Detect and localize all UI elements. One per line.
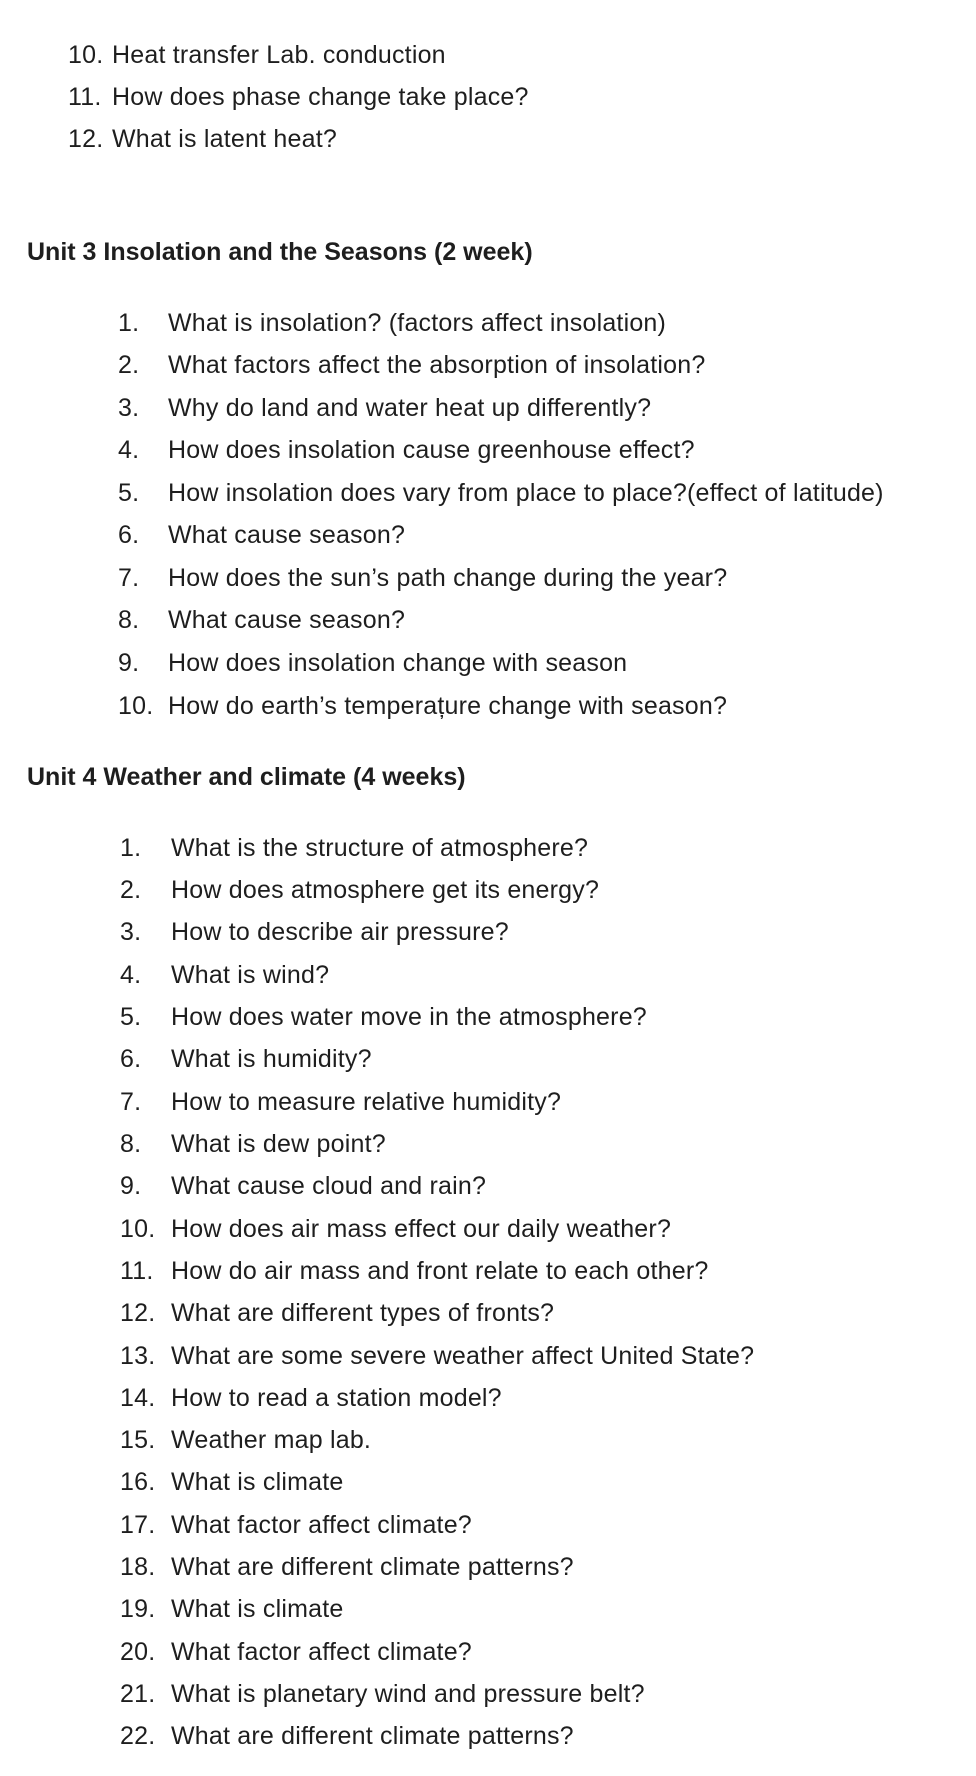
item-number: 2. [118,351,140,379]
item-number: 11. [120,1257,154,1285]
item-number: 8. [118,606,140,634]
list-item [118,605,405,635]
item-number: 7. [120,1088,142,1116]
item-number: 4. [118,436,140,464]
item-text: What factors affect the absorption of insolation? [168,351,706,379]
item-text: How does atmosphere get its energy? [171,876,600,904]
item-text: How does water move in the atmosphere? [171,1003,647,1031]
item-number: 12. [120,1299,156,1327]
list-item [120,1044,372,1074]
item-text: What is planetary wind and pressure belt? [171,1680,645,1708]
list-item [120,917,509,947]
list-item [120,1256,708,1286]
item-number: 7. [118,564,140,592]
item-text: What is climate [171,1468,344,1496]
item-number: 6. [118,521,140,549]
list-item [120,1171,486,1201]
item-number: 2. [120,876,142,904]
item-number: 5. [120,1003,142,1031]
item-number: 20. [120,1638,156,1666]
item-text: How to read a station model? [171,1384,502,1412]
item-text: How to describe air pressure? [171,918,509,946]
list-item [118,308,666,338]
item-text: How does insolation cause greenhouse effect? [168,436,695,464]
list-item [120,1721,574,1751]
list-item [120,1510,472,1540]
item-number: 11. [68,83,102,111]
item-number: 21. [120,1680,156,1708]
item-text: What cause season? [168,521,406,549]
item-number: 17. [120,1511,156,1539]
item-number: 10. [118,692,154,720]
item-number: 14. [120,1384,156,1412]
item-number: 22. [120,1722,156,1750]
item-text: What cause season? [168,606,406,634]
item-number: 1. [120,834,142,862]
item-text: What is climate [171,1595,344,1623]
item-number: 10. [68,41,104,69]
list-item [120,875,599,905]
item-text: What cause cloud and rain? [171,1172,487,1200]
item-text: What are different climate patterns? [171,1722,574,1750]
item-number: 8. [120,1130,142,1158]
item-text: Heat transfer Lab. conduction [112,41,446,69]
list-item [118,478,884,508]
list-item [118,648,627,678]
item-text: What is insolation? (factors affect insolation) [168,309,667,337]
item-text: How do air mass and front relate to each other? [171,1257,709,1285]
list-item [120,1341,754,1371]
item-text: What is wind? [171,961,330,989]
item-number: 10. [120,1215,156,1243]
item-text: How to measure relative humidity? [171,1088,562,1116]
list-item [120,1552,574,1582]
list-item [120,1383,502,1413]
item-text: How do earth’s temperațure change with season? [168,692,728,720]
list-item [120,960,329,990]
item-number: 6. [120,1045,142,1073]
item-number: 9. [118,649,140,677]
list-item [118,435,695,465]
list-item [68,124,337,154]
list-item [120,1214,671,1244]
list-item [68,82,529,112]
list-item [120,1637,472,1667]
item-text: How does insolation change with season [168,649,628,677]
list-item [118,520,405,550]
item-text: What factor affect climate? [171,1511,472,1539]
list-item [120,1679,645,1709]
item-number: 19. [120,1595,156,1623]
item-number: 9. [120,1172,142,1200]
item-text: What is humidity? [171,1045,372,1073]
list-item [120,1298,554,1328]
item-text: What is the structure of atmosphere? [171,834,589,862]
list-item [118,393,651,423]
list-item [120,1425,371,1455]
item-text: How does the sun’s path change during the year? [168,564,728,592]
item-text: How does phase change take place? [112,83,529,111]
unit3-heading: Unit 3 Insolation and the Seasons (2 week) [27,238,533,266]
item-text: What are different types of fronts? [171,1299,555,1327]
item-text: What is latent heat? [112,125,337,153]
item-text: Why do land and water heat up differently? [168,394,652,422]
item-number: 3. [120,918,142,946]
item-number: 3. [118,394,140,422]
item-text: What is dew point? [171,1130,386,1158]
item-text: What are different climate patterns? [171,1553,574,1581]
unit4-heading: Unit 4 Weather and climate (4 weeks) [27,763,466,791]
list-item [120,1467,343,1497]
list-item [120,1087,561,1117]
item-text: How does air mass effect our daily weather? [171,1215,672,1243]
list-item [120,1594,343,1624]
list-item [118,691,727,721]
item-number: 12. [68,125,104,153]
item-text: How insolation does vary from place to place?(effect of latitude) [168,479,884,507]
item-number: 1. [118,309,140,337]
list-item [120,1002,647,1032]
item-text: Weather map lab. [171,1426,372,1454]
list-item [120,833,588,863]
list-item [120,1129,386,1159]
item-number: 16. [120,1468,156,1496]
list-item [68,40,446,70]
item-number: 18. [120,1553,156,1581]
list-item [118,350,705,380]
item-number: 4. [120,961,142,989]
item-number: 15. [120,1426,156,1454]
list-item [118,563,727,593]
item-text: What factor affect climate? [171,1638,472,1666]
item-number: 13. [120,1342,156,1370]
item-text: What are some severe weather affect United State? [171,1342,755,1370]
item-number: 5. [118,479,140,507]
